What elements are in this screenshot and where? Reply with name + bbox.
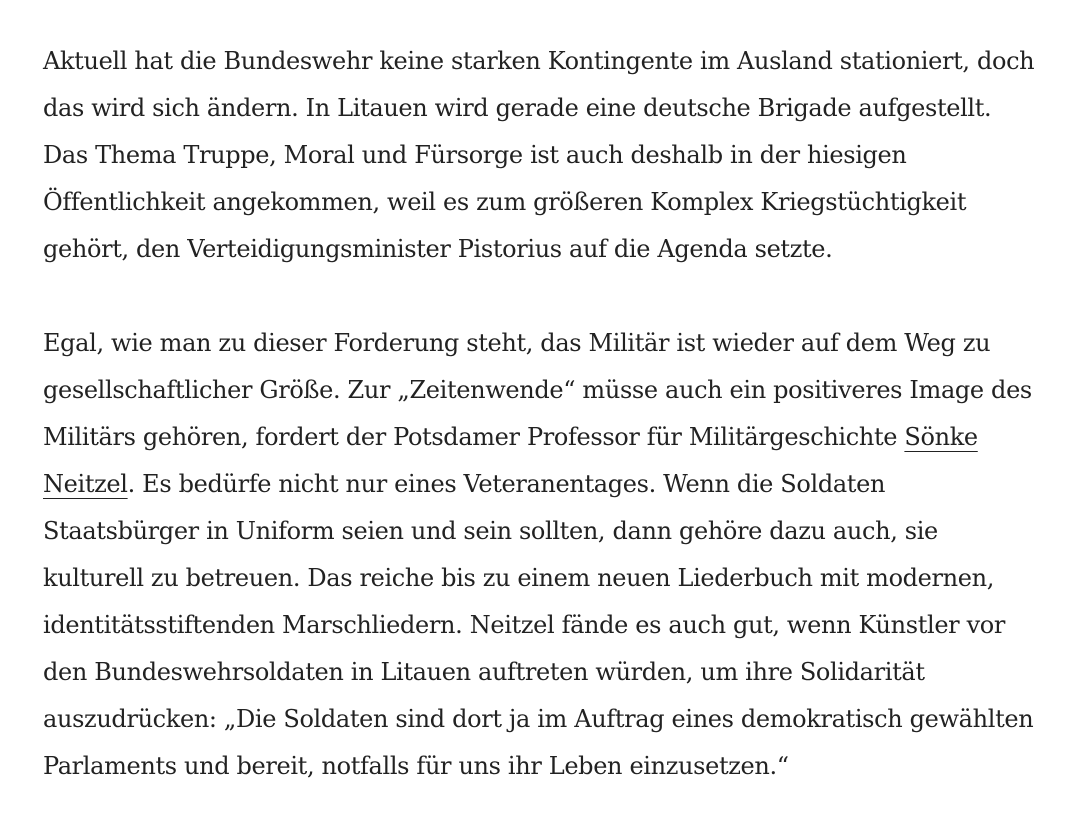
paragraph-2 (43, 320, 1043, 790)
link-soenke-neitzel[interactable]: Sönke Neitzel (43, 423, 978, 498)
paragraph-1: Aktuell hat die Bundeswehr keine starken Kontingente im Ausland stationiert, doch das wird sich ändern. In Litauen wird gerade eine deutsche Brigade aufgestellt. Das Thema Truppe, Moral und Fürsorge ist auch deshalb in der hiesigen Öffentlichkeit angekommen, weil es zum größeren Komplex Kriegstüchtigkeit gehört, den Verteidigungsminister Pistorius auf die Agenda setzte. (43, 47, 1035, 263)
article-body (43, 38, 1043, 837)
paragraph-2-text-before-link: Egal, wie man zu dieser Forderung steht, das Militär ist wieder auf dem Weg zu gesellschaftlicher Größe. Zur „Zeitenwende“ müsse auch ein positiveres Image des Militärs gehören, fordert der Potsdamer Professor für Militärgeschichte (43, 329, 1032, 451)
paragraph-2-text-after-link: . Es bedürfe nicht nur eines Veteranentages. Wenn die Soldaten Staatsbürger in Uniform seien und sein sollten, dann gehöre dazu auch, sie kulturell zu betreuen. Das reiche bis zu einem neuen Liederbuch mit modernen, identitätsstiftenden Marschliedern. Neitzel fände es auch gut, wenn Künstler vor den Bundeswehrsoldaten in Litauen auftreten würden, um ihre Solidarität auszudrücken: „Die Soldaten sind dort ja im Auftrag eines demokratisch gewählten Parlaments und bereit, notfalls für uns ihr Leben einzusetzen.“ (43, 470, 1034, 780)
